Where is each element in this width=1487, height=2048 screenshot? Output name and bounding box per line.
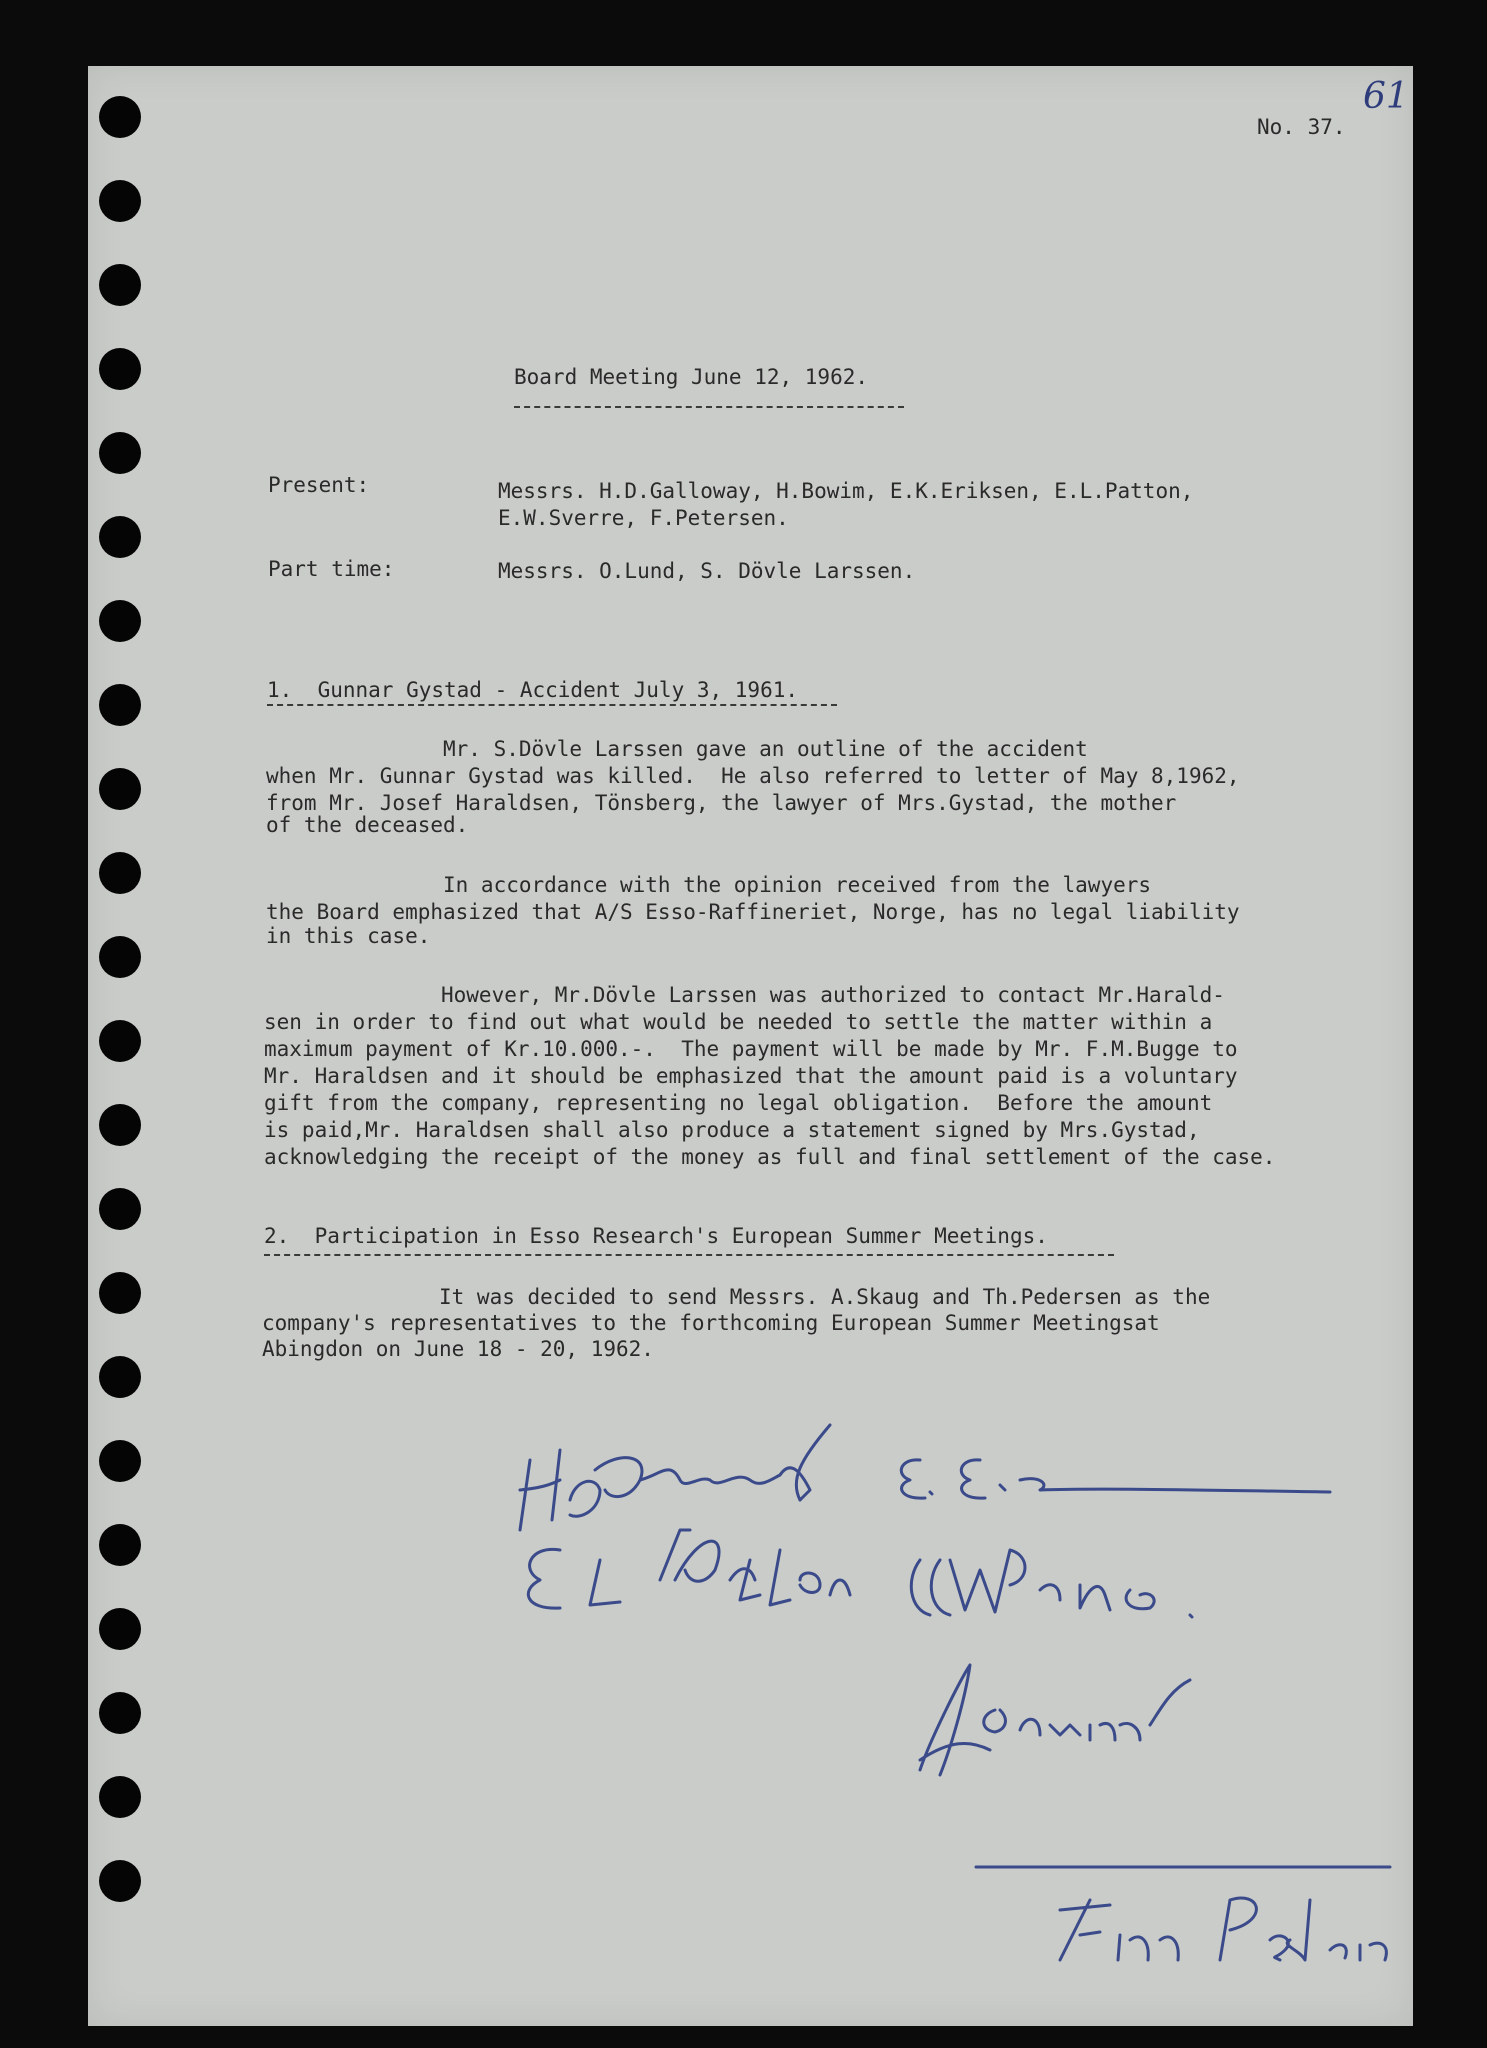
signature-pedersen xyxy=(1060,1898,1386,1960)
item1-p3-line-5: gift from the company, representing no legal obligation. Before the amount xyxy=(264,1091,1213,1115)
binder-hole xyxy=(99,684,141,726)
binder-hole xyxy=(99,516,141,558)
signature-galloway xyxy=(520,1450,810,1530)
present-line-1: Messrs. H.D.Galloway, H.Bowim, E.K.Eriksen, E.L.Patton, xyxy=(498,479,1194,503)
signature-eriksen xyxy=(901,1460,1330,1498)
item1-p3-line-6: is paid,Mr. Haraldsen shall also produce a statement signed by Mrs.Gystad, xyxy=(264,1118,1200,1142)
item1-heading-underline xyxy=(267,704,837,706)
binder-hole xyxy=(99,96,141,138)
signatures-block xyxy=(500,1380,1400,2000)
document-number: No. 37. xyxy=(1257,115,1346,139)
item2-p1-line-3: Abingdon on June 18 - 20, 1962. xyxy=(262,1337,654,1361)
binder-hole xyxy=(99,852,141,894)
binder-hole xyxy=(99,348,141,390)
item1-p3-line-3: maximum payment of Kr.10.000.-. The payment will be made by Mr. F.M.Bugge to xyxy=(264,1037,1238,1061)
page-title: Board Meeting June 12, 1962. xyxy=(514,365,869,389)
item2-heading: 2. Participation in Esso Research's European Summer Meetings. xyxy=(264,1224,1048,1248)
binder-hole xyxy=(99,1776,141,1818)
binder-hole xyxy=(99,768,141,810)
signature-sverre xyxy=(911,1550,1192,1617)
binder-hole xyxy=(99,1692,141,1734)
item1-p2-line-3: in this case. xyxy=(266,924,431,948)
binder-hole xyxy=(99,1440,141,1482)
binder-hole xyxy=(99,1860,141,1902)
binder-hole xyxy=(99,180,141,222)
binder-hole xyxy=(99,936,141,978)
item1-p1-line-2: when Mr. Gunnar Gystad was killed. He also referred to letter of May 8,1962, xyxy=(266,764,1240,788)
part-time-line: Messrs. O.Lund, S. Dövle Larssen. xyxy=(498,559,916,583)
binder-hole xyxy=(99,1188,141,1230)
binder-hole xyxy=(99,264,141,306)
item1-heading: 1. Gunnar Gystad - Accident July 3, 1961. xyxy=(267,678,799,702)
item1-p1-line-1: Mr. S.Dövle Larssen gave an outline of the accident xyxy=(266,737,1088,761)
item2-heading-underline xyxy=(264,1254,1114,1256)
title-underline xyxy=(514,406,904,408)
handwritten-page-number: 61 xyxy=(1363,76,1409,117)
binder-hole xyxy=(99,1104,141,1146)
item1-p1-line-4: of the deceased. xyxy=(266,813,469,837)
item1-p1-line-3: from Mr. Josef Haraldsen, Tönsberg, the lawyer of Mrs.Gystad, the mother xyxy=(266,791,1177,815)
signature-bowim xyxy=(920,1665,1190,1775)
item1-p3-line-2: sen in order to find out what would be needed to settle the matter within a xyxy=(264,1010,1213,1034)
item1-p2-line-1: In accordance with the opinion received from the lawyers xyxy=(266,873,1152,897)
present-label: Present: xyxy=(268,473,370,497)
item1-p2-line-2: the Board emphasized that A/S Esso-Raffineriet, Norge, has no legal liability xyxy=(266,900,1240,924)
item2-p1-line-1: It was decided to send Messrs. A.Skaug and Th.Pedersen as the xyxy=(262,1285,1211,1309)
signature-patton xyxy=(528,1530,850,1608)
binder-hole xyxy=(99,1608,141,1650)
binder-hole xyxy=(99,600,141,642)
binder-hole xyxy=(99,1356,141,1398)
binder-hole xyxy=(99,1020,141,1062)
item1-p3-line-1: However, Mr.Dövle Larssen was authorized to contact Mr.Harald- xyxy=(264,983,1225,1007)
item2-p1-line-2: company's representatives to the forthcoming European Summer Meetingsat xyxy=(262,1311,1160,1335)
present-line-2: E.W.Sverre, F.Petersen. xyxy=(498,506,789,530)
binder-hole xyxy=(99,432,141,474)
item1-p3-line-4: Mr. Haraldsen and it should be emphasized that the amount paid is a voluntary xyxy=(264,1064,1238,1088)
binder-hole xyxy=(99,1272,141,1314)
item1-p3-line-7: acknowledging the receipt of the money as full and final settlement of the case. xyxy=(264,1145,1276,1169)
binder-hole xyxy=(99,1524,141,1566)
part-time-label: Part time: xyxy=(268,557,395,581)
